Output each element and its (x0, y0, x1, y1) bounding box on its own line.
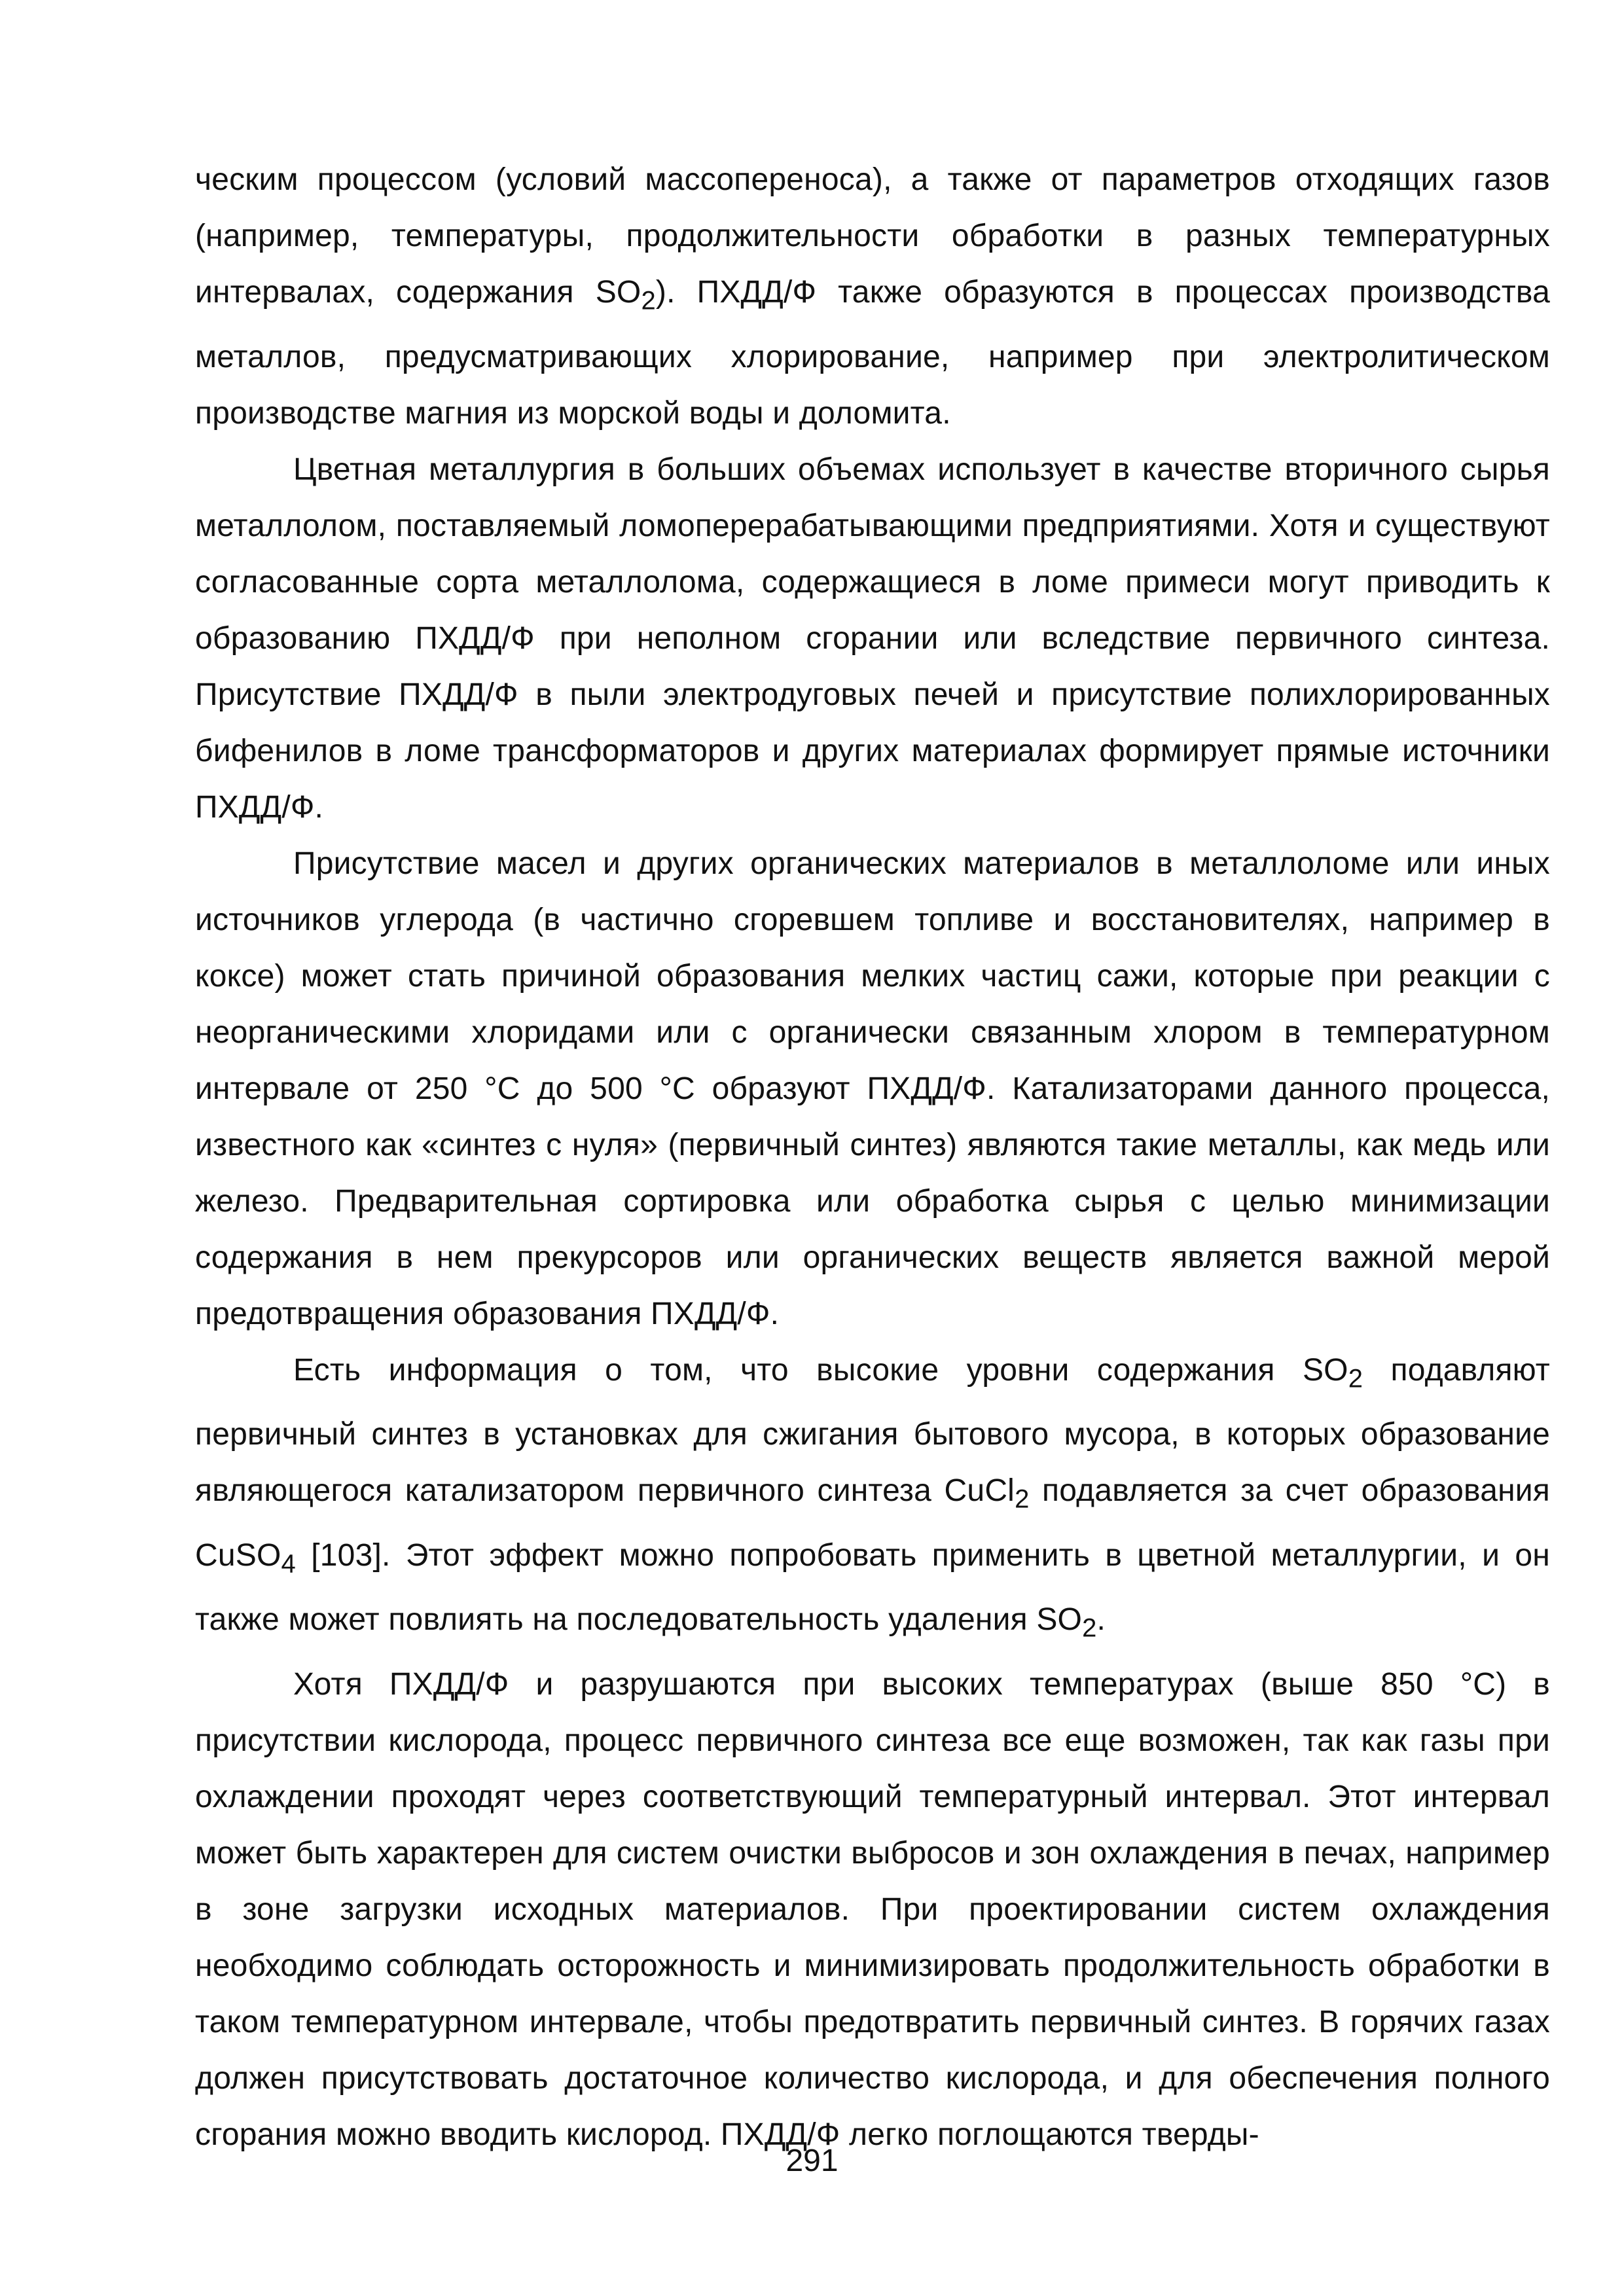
page-number: 291 (785, 2144, 839, 2178)
paragraph-4: Есть информация о том, что высокие уровни содержания $SO_2$ подавляют первичный синтез в установках для сжигания бытового мусора, в которых образование являющегося катализатором первичного синтеза CuCl$_2$ подавляется за счет образования CuSO$_4$ [103]. Этот эффект можно попробовать применить в цветной металлургии, и он также может повлиять на последовательность удаления $SO_2$. (195, 1352, 1551, 1643)
document-body (195, 152, 1550, 2163)
paragraph-3: Присутствие масел и других органических материалов в металлоломе или иных источников углерода (в частично сгоревшем топливе и восстановителях, например в коксе) может стать причиной образования мелких частиц сажи, которые при реакции с неорганическими хлоридами или с органически связанным хлором в температурном интервале от 250 °С до 500 °С образуют ПХДД/Ф. Катализаторами данного процесса, известного как «синтез с нуля» (первичный синтез) являются такие металлы, как медь или железо. Предварительная сортировка или обработка сырья с целью минимизации содержания в нем прекурсоров или органических веществ является важной мерой предотвращения образования ПХДД/Ф. (195, 846, 1550, 1331)
paragraph-2: Цветная металлургия в больших объемах использует в качестве вторичного сырья металлолом, поставляемый ломоперерабатывающими предприятиями. Хотя и существуют согласованные сорта металлолома, содержащиеся в ломе примеси могут приводить к образованию ПХДД/Ф при неполном сгорании или вследствие первичного синтеза. Присутствие ПХДД/Ф в пыли электродуговых печей и присутствие полихлорированных бифенилов в ломе трансформаторов и других материалах формирует прямые источники ПХДД/Ф. (195, 452, 1550, 825)
paragraph-1: ческим процессом (условий массопереноса), а также от параметров отходящих газов (например, температуры, продолжительности обработки в разных температурных интервалах, содержания $SO_2$). ПХДД/Ф также образуются в процессах производства металлов, предусматривающих хлорирование, например при электролитическом производстве магния из морской воды и доломита. (195, 162, 1550, 431)
paragraph-5: Хотя ПХДД/Ф и разрушаются при высоких температурах (выше 850 °С) в присутствии кислорода, процесс первичного синтеза все еще возможен, так как газы при охлаждении проходят через соответствующий температурный интервал. Этот интервал может быть характерен для систем очистки выбросов и зон охлаждения в печах, например в зоне загрузки исходных материалов. При проектировании систем охлаждения необходимо соблюдать осторожность и минимизировать продолжительность обработки в таком температурном интервале, чтобы предотвратить первичный синтез. В горячих газах должен присутствовать достаточное количество кислорода, и для обеспечения полного сгорания можно вводить кислород. ПХДД/Ф легко поглощаются тверды- (195, 1666, 1550, 2152)
